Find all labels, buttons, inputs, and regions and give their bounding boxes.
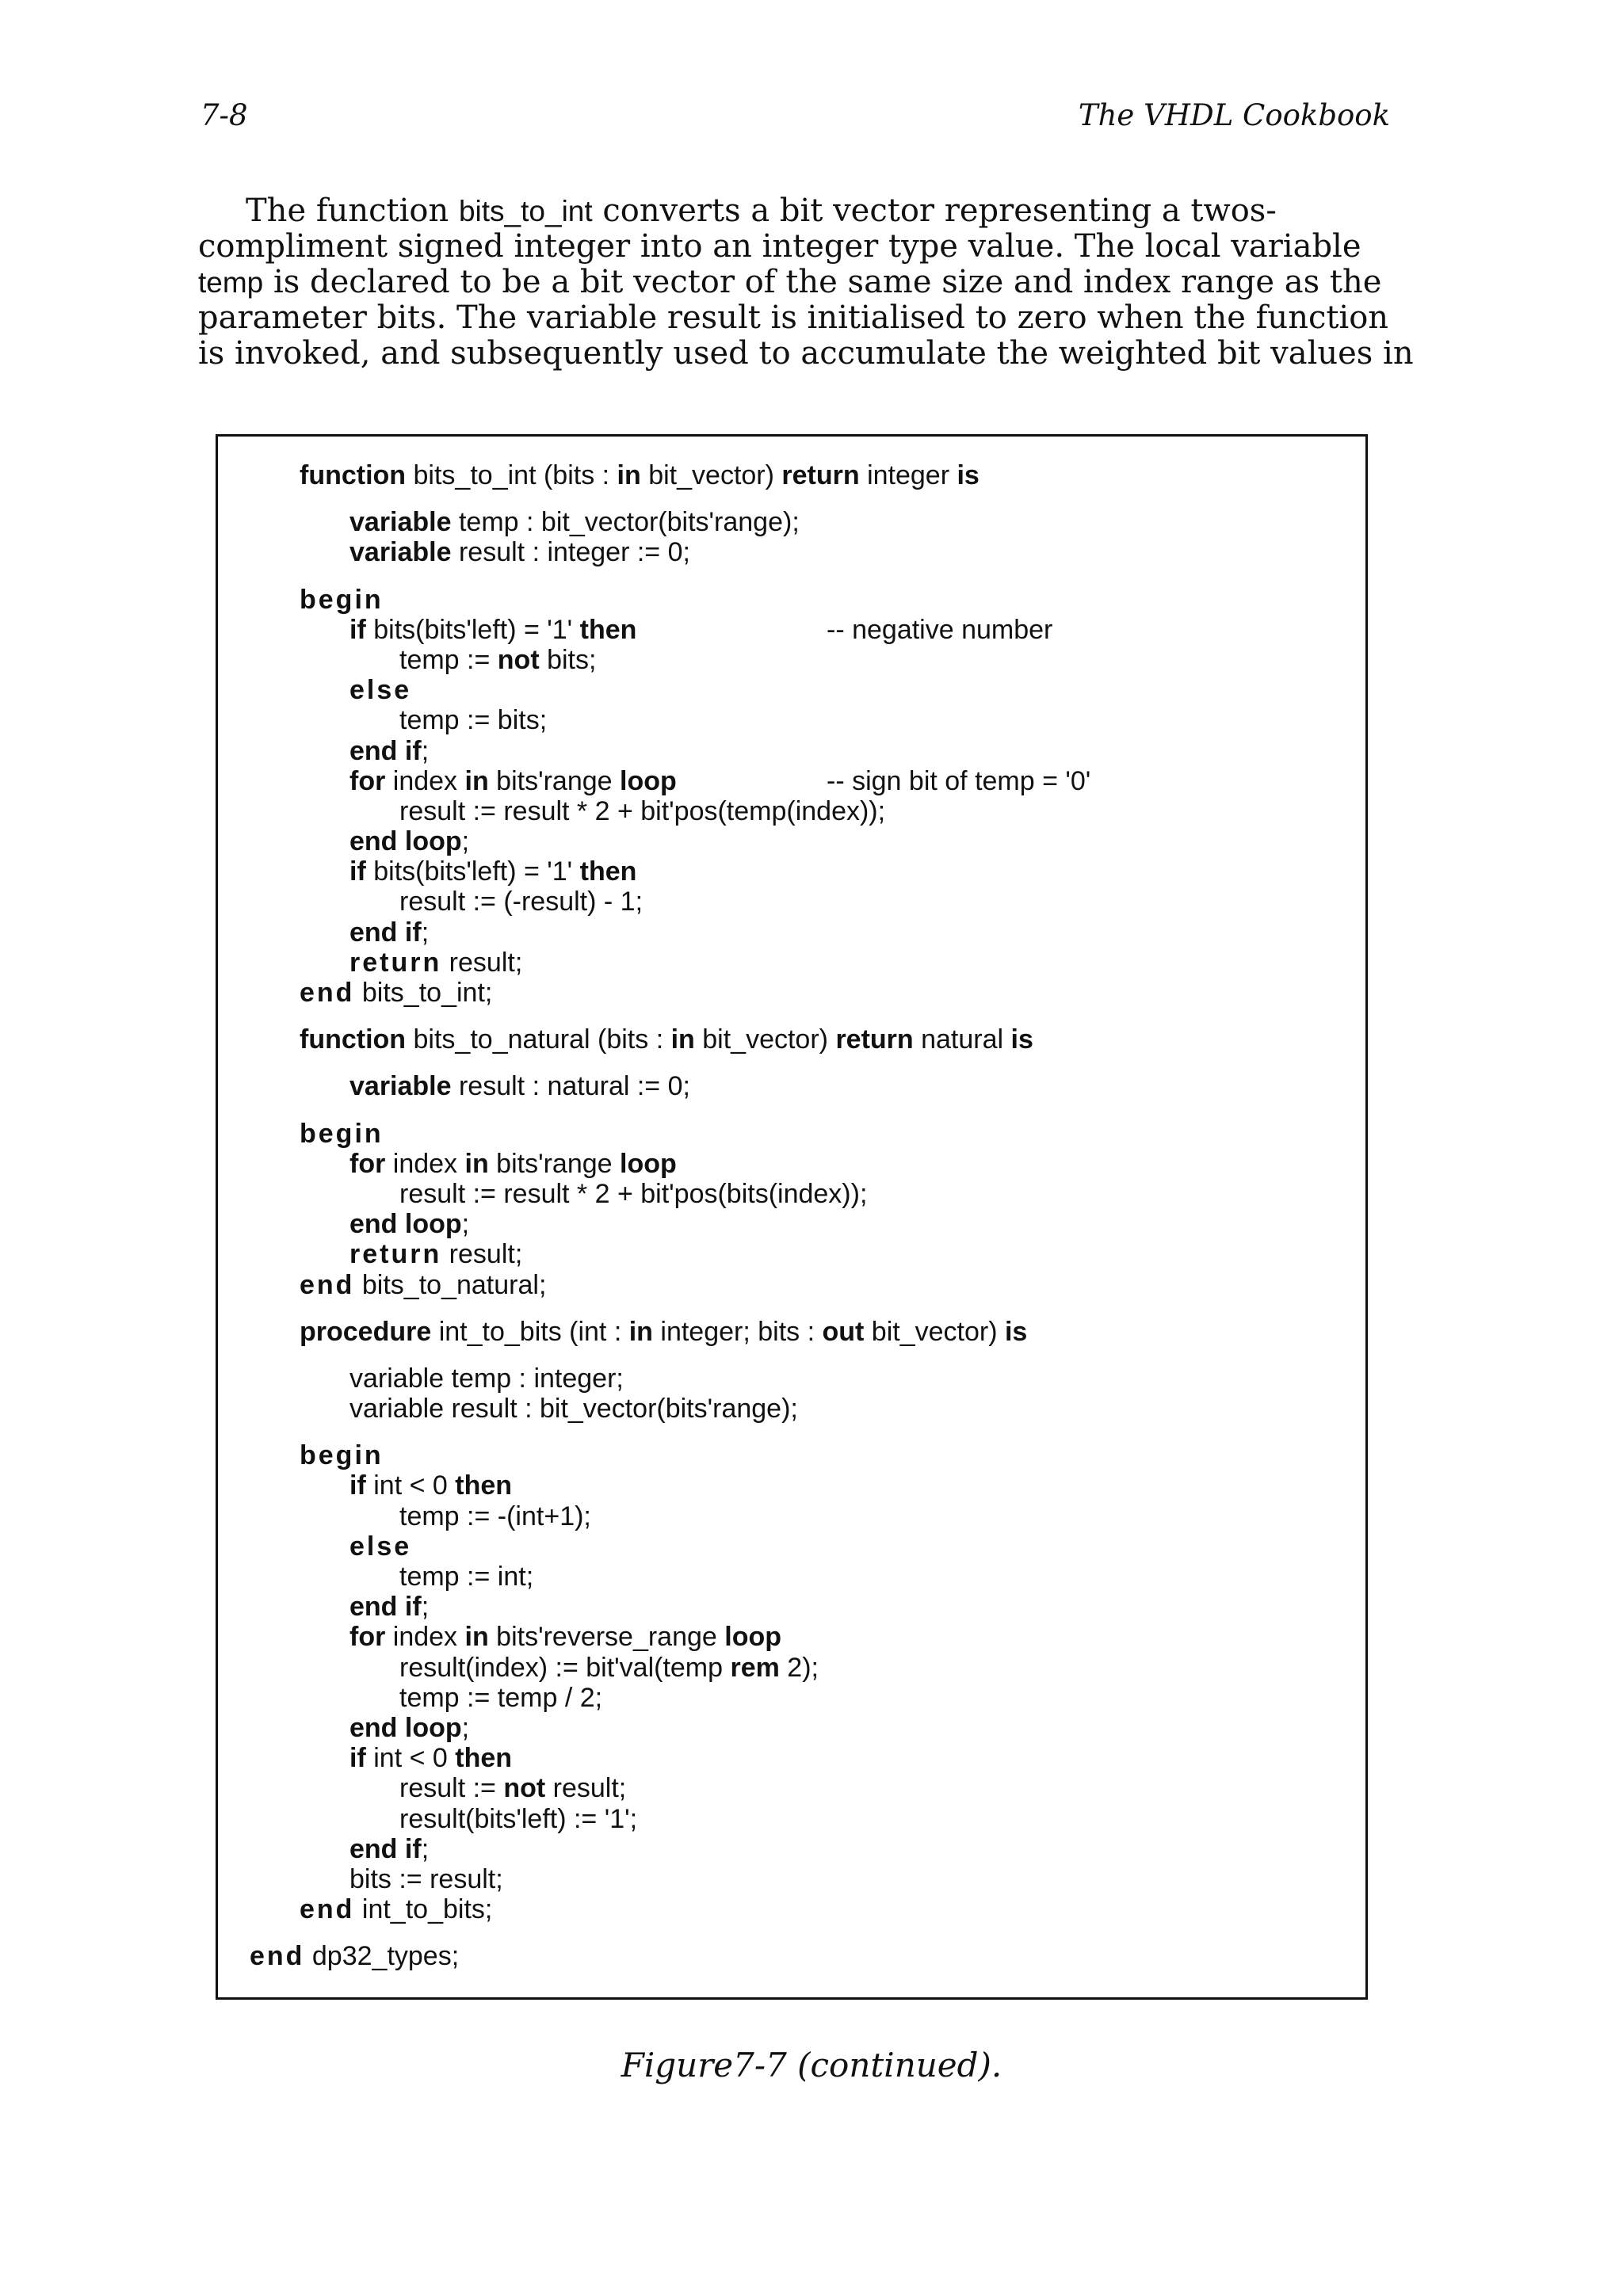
code-line — [218, 645, 1365, 675]
code-line — [218, 1270, 1365, 1300]
code-line — [218, 1501, 1365, 1531]
code-text — [349, 1209, 469, 1239]
code-keyword: in — [670, 1024, 695, 1055]
code-keyword: loop — [620, 765, 677, 796]
figure-caption: Figure7-7 (continued). — [621, 2046, 1002, 2084]
code-text — [399, 887, 643, 917]
code-token: bits'reverse_range — [488, 1622, 725, 1653]
code-text — [300, 1024, 1033, 1055]
code-text — [349, 537, 690, 567]
code-token: bits_to_int; — [354, 978, 493, 1008]
code-text — [349, 507, 800, 537]
code-keyword: function — [300, 460, 407, 490]
code-line — [218, 766, 1365, 796]
code-keyword: loop — [404, 1712, 462, 1743]
code-line — [218, 856, 1365, 887]
code-text — [349, 1394, 798, 1424]
code-token: ; — [421, 1592, 430, 1623]
code-line — [218, 1653, 1365, 1683]
code-token: bits_to_natural (bits : — [406, 1024, 671, 1055]
inline-code: temp — [198, 266, 264, 299]
code-token: temp := int; — [399, 1562, 534, 1592]
code-token: bit_vector) — [694, 1024, 836, 1055]
code-token — [397, 1834, 404, 1864]
code-line — [218, 1622, 1365, 1652]
code-keyword: if — [404, 735, 422, 766]
code-token: result : natural := 0; — [451, 1071, 690, 1102]
code-token: int_to_bits; — [354, 1894, 493, 1925]
code-line — [218, 1209, 1365, 1239]
code-text — [300, 978, 492, 1008]
code-line — [218, 705, 1365, 735]
code-line — [218, 1317, 1365, 1347]
code-text — [349, 1592, 429, 1622]
code-text — [349, 1622, 781, 1652]
code-token: int < 0 — [365, 1743, 456, 1774]
code-token: integer — [859, 460, 957, 490]
code-keyword: if — [404, 1592, 422, 1623]
code-line — [218, 1394, 1365, 1424]
code-text — [349, 1363, 624, 1394]
code-keyword: if — [404, 917, 422, 948]
code-line — [218, 1149, 1365, 1179]
code-text — [349, 766, 677, 796]
code-token: bit_vector) — [640, 460, 782, 490]
code-token: result := (-result) - 1; — [399, 887, 643, 917]
code-token: result(bits'left) := '1'; — [399, 1803, 638, 1834]
code-token: result; — [441, 947, 523, 978]
code-line — [218, 917, 1365, 948]
code-text — [349, 1470, 512, 1501]
body-paragraph — [198, 193, 1414, 372]
code-text — [399, 1653, 819, 1683]
paragraph-line — [198, 193, 1371, 229]
code-text — [300, 1440, 384, 1470]
code-keyword: if — [349, 856, 366, 887]
code-keyword: loop — [620, 1148, 677, 1179]
code-token: bits'range — [488, 765, 620, 796]
code-keyword: return — [349, 947, 442, 978]
code-keyword: return — [349, 1239, 442, 1270]
code-text — [300, 460, 980, 490]
code-token: temp := bits; — [399, 705, 548, 736]
code-comment: -- negative number — [827, 614, 1053, 645]
code-line — [218, 1864, 1365, 1894]
code-keyword: then — [579, 614, 637, 645]
code-keyword: not — [497, 644, 540, 675]
code-keyword: is — [1004, 1316, 1028, 1347]
code-line — [218, 1179, 1365, 1209]
code-text — [399, 1501, 591, 1531]
code-token: index — [385, 765, 465, 796]
code-keyword: if — [404, 1833, 422, 1864]
code-line — [218, 1024, 1365, 1055]
paragraph-line — [198, 264, 1382, 300]
code-line — [218, 1239, 1365, 1269]
code-keyword: then — [579, 856, 637, 887]
code-keyword: end — [250, 1941, 305, 1972]
code-text — [300, 1270, 546, 1300]
code-token: bits := result; — [349, 1863, 503, 1894]
code-token: result : integer := 0; — [451, 537, 690, 568]
code-token: result := — [399, 1773, 504, 1804]
code-line — [218, 887, 1365, 917]
code-line — [218, 585, 1365, 615]
code-text — [399, 1683, 602, 1713]
code-keyword: begin — [300, 584, 384, 615]
code-line — [218, 1834, 1365, 1864]
code-text — [399, 796, 885, 826]
code-keyword: in — [464, 1622, 489, 1653]
code-text — [300, 1119, 384, 1149]
code-token: temp := -(int+1); — [399, 1501, 591, 1531]
code-line — [218, 615, 1365, 645]
code-token — [397, 1713, 404, 1743]
code-token: bits(bits'left) = '1' — [365, 856, 580, 887]
code-keyword: out — [822, 1316, 865, 1347]
code-token: ; — [421, 1833, 430, 1864]
code-text — [250, 1941, 459, 1971]
code-text — [349, 1864, 503, 1894]
code-line — [218, 1773, 1365, 1803]
code-text — [399, 1562, 533, 1592]
code-line — [218, 948, 1365, 978]
code-keyword: in — [628, 1316, 653, 1347]
code-keyword: then — [455, 1743, 513, 1774]
code-keyword: end — [349, 1712, 398, 1743]
code-keyword: end — [300, 978, 355, 1008]
page-number: 7-8 — [200, 98, 248, 132]
code-line — [218, 1071, 1365, 1101]
code-line — [218, 1119, 1365, 1149]
code-keyword: end — [349, 1592, 398, 1623]
code-keyword: function — [300, 1024, 407, 1055]
code-token — [397, 736, 404, 766]
code-token — [397, 917, 404, 948]
code-line — [218, 1531, 1365, 1562]
code-token: result(index) := bit'val(temp — [399, 1652, 731, 1683]
code-keyword: not — [503, 1773, 546, 1804]
paragraph-line: is invoked, and subsequently used to accumulate the weighted bit values in — [198, 335, 1414, 372]
code-token: variable result : bit_vector(bits'range); — [349, 1394, 798, 1425]
code-text — [399, 645, 596, 675]
code-token: index — [385, 1622, 465, 1653]
code-text — [349, 948, 522, 978]
code-keyword: procedure — [300, 1316, 432, 1347]
code-token: ; — [461, 826, 470, 857]
code-token: natural — [913, 1024, 1011, 1055]
code-text — [399, 705, 547, 735]
code-keyword: in — [617, 460, 641, 490]
code-token: variable temp : integer; — [349, 1363, 624, 1394]
inline-code: bits_to_int — [458, 195, 593, 227]
code-comment: -- sign bit of temp = '0' — [827, 765, 1091, 796]
code-line — [218, 1592, 1365, 1622]
code-keyword: end — [349, 917, 398, 948]
code-token: temp := — [399, 644, 498, 675]
code-keyword: else — [349, 1531, 412, 1562]
code-token: 2); — [779, 1652, 819, 1683]
code-line — [218, 1683, 1365, 1713]
code-token: result := result * 2 + bit'pos(bits(index)); — [399, 1178, 868, 1209]
code-keyword: rem — [730, 1652, 780, 1683]
code-token — [397, 826, 404, 856]
code-line — [218, 736, 1365, 766]
paragraph-line: compliment signed integer into an integer type value. The local variable — [198, 228, 1361, 265]
code-token: result; — [545, 1773, 627, 1804]
code-keyword: variable — [349, 1071, 452, 1102]
code-line — [218, 826, 1365, 856]
code-keyword: then — [455, 1470, 513, 1501]
code-token: result; — [441, 1239, 523, 1270]
code-keyword: end — [349, 1209, 398, 1240]
code-token: ; — [461, 1209, 470, 1240]
code-keyword: for — [349, 1622, 386, 1653]
text-run: The function — [246, 193, 459, 229]
text-run: converts a bit vector representing a twos- — [592, 193, 1277, 229]
code-token: bits_to_int (bits : — [406, 460, 617, 490]
code-keyword: is — [957, 460, 980, 490]
code-text — [349, 1071, 690, 1101]
code-line — [218, 460, 1365, 490]
code-keyword: end — [349, 1833, 398, 1864]
code-text — [300, 1317, 1027, 1347]
code-text — [349, 1713, 469, 1743]
code-keyword: is — [1010, 1024, 1033, 1055]
code-token: temp := temp / 2; — [399, 1682, 603, 1713]
code-line — [218, 507, 1365, 537]
code-line — [218, 1440, 1365, 1470]
code-text — [349, 826, 469, 856]
code-keyword: loop — [404, 1209, 462, 1240]
code-text — [349, 736, 429, 766]
code-token — [397, 1209, 404, 1239]
code-token: dp32_types; — [304, 1941, 460, 1972]
code-keyword: for — [349, 1148, 386, 1179]
running-header-title: The VHDL Cookbook — [1078, 98, 1390, 132]
code-keyword: loop — [404, 826, 462, 857]
code-text — [349, 615, 636, 645]
code-token: bit_vector) — [864, 1316, 1005, 1347]
code-keyword: variable — [349, 537, 452, 568]
code-token: int_to_bits (int : — [431, 1316, 629, 1347]
code-line — [218, 978, 1365, 1008]
code-line — [218, 1894, 1365, 1924]
code-text — [399, 1179, 867, 1209]
code-keyword: if — [349, 614, 366, 645]
code-line — [218, 1363, 1365, 1394]
code-text — [349, 1239, 522, 1269]
code-line — [218, 675, 1365, 705]
code-listing — [218, 460, 1365, 1971]
code-line — [218, 1743, 1365, 1773]
code-line — [218, 1562, 1365, 1592]
code-keyword: for — [349, 765, 386, 796]
code-text — [300, 585, 384, 615]
code-text — [349, 1149, 677, 1179]
code-text — [349, 856, 636, 887]
text-run: is declared to be a bit vector of the same size and index range as the — [263, 264, 1382, 300]
code-text — [300, 1894, 492, 1924]
code-keyword: begin — [300, 1440, 384, 1471]
code-keyword: in — [464, 1148, 489, 1179]
code-keyword: end — [349, 735, 398, 766]
code-line — [218, 1804, 1365, 1834]
code-text — [349, 675, 411, 705]
code-token: int < 0 — [365, 1470, 456, 1501]
code-text — [349, 1531, 411, 1562]
code-line — [218, 1713, 1365, 1743]
code-token: ; — [461, 1712, 470, 1743]
code-figure-box — [216, 434, 1368, 2000]
code-keyword: else — [349, 675, 412, 706]
code-token: ; — [421, 735, 430, 766]
code-token: index — [385, 1148, 465, 1179]
code-line — [218, 796, 1365, 826]
code-token: temp : bit_vector(bits'range); — [451, 507, 800, 538]
code-token: integer; bits : — [652, 1316, 823, 1347]
code-keyword: in — [464, 765, 489, 796]
code-text — [349, 917, 429, 948]
code-text — [399, 1804, 637, 1834]
code-token: bits'range — [488, 1148, 620, 1179]
code-token: bits; — [539, 644, 597, 675]
code-line — [218, 1941, 1365, 1971]
paragraph-line: parameter bits. The variable result is initialised to zero when the function — [198, 299, 1389, 336]
code-token — [397, 1592, 404, 1622]
code-keyword: if — [349, 1743, 366, 1774]
code-text — [349, 1743, 512, 1773]
code-keyword: return — [835, 1024, 914, 1055]
code-keyword: variable — [349, 507, 452, 538]
code-keyword: end — [300, 1894, 355, 1925]
code-keyword: return — [781, 460, 860, 490]
code-token: ; — [421, 917, 430, 948]
code-token: bits_to_natural; — [354, 1269, 547, 1300]
code-token: bits(bits'left) = '1' — [365, 614, 580, 645]
code-line — [218, 1470, 1365, 1501]
code-keyword: if — [349, 1470, 366, 1501]
code-text — [349, 1834, 429, 1864]
code-keyword: end — [349, 826, 398, 857]
code-keyword: end — [300, 1269, 355, 1300]
code-token: result := result * 2 + bit'pos(temp(index)); — [399, 795, 886, 826]
code-keyword: begin — [300, 1118, 384, 1149]
code-keyword: loop — [724, 1622, 782, 1653]
code-text — [399, 1773, 626, 1803]
code-line — [218, 537, 1365, 567]
